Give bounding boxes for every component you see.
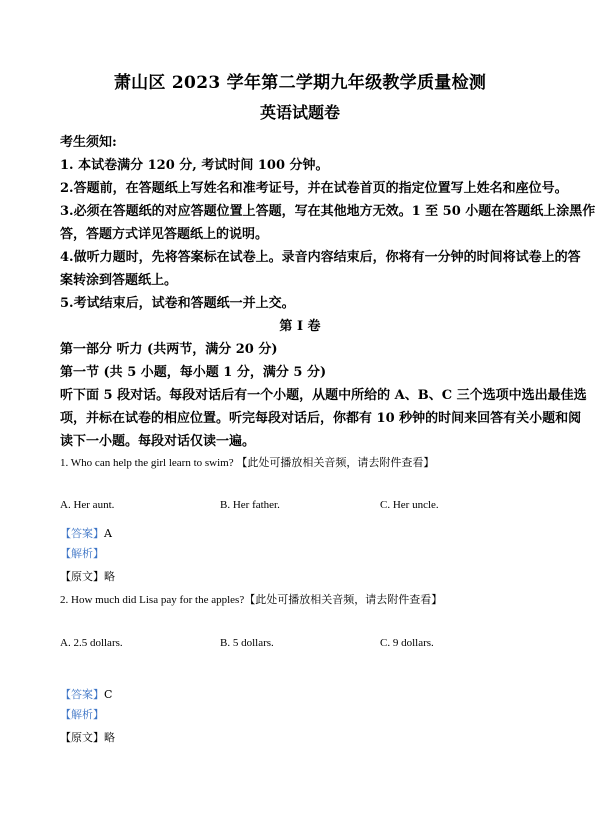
subsection-heading: 第一节 (共 5 小题，每小题 1 分，满分 5 分): [60, 365, 327, 380]
option-b: B. Her father.: [220, 499, 280, 511]
analysis-tag: 【解析】: [60, 547, 104, 560]
option-a: A. Her aunt.: [60, 499, 115, 511]
option-c: C. Her uncle.: [380, 499, 439, 511]
answer-value: C: [104, 688, 113, 701]
notice-item: 5.考试结束后，试卷和答题纸一并上交。: [60, 296, 295, 311]
original-text-label: 【原文】略: [60, 570, 115, 583]
instructions-line: 听下面 5 段对话。每段对话后有一个小题，从题中所给的 A、B、C 三个选项中选出最佳选: [60, 388, 587, 403]
answer-tag: 【答案】: [60, 688, 104, 701]
option-a: A. 2.5 dollars.: [60, 637, 123, 649]
answer-tag: 【答案】: [60, 527, 104, 540]
answer-row: [60, 683, 112, 702]
question-stem: 2. How much did Lisa pay for the apples?【此处可播放相关音频，请去附件查看】: [60, 594, 443, 606]
volume-heading: 第 I 卷: [279, 319, 321, 334]
answer-value: A: [104, 527, 112, 540]
notice-heading: 考生须知:: [60, 135, 117, 150]
instructions-line: 读下一小题。每段对话仅读一遍。: [60, 434, 256, 449]
notice-item: 答，答题方式详见答题纸上的说明。: [60, 227, 269, 242]
exam-title: 萧山区 2023 学年第二学期九年级教学质量检测: [113, 73, 487, 93]
notice-item: 4.做听力题时，先将答案标在试卷上。录音内容结束后，你将有一分钟的时间将试卷上的答: [60, 250, 581, 265]
instructions-line: 项，并标在试卷的相应位置。听完每段对话后，你都有 10 秒钟的时间来回答有关小题和阅: [60, 411, 582, 426]
question-stem: 1. Who can help the girl learn to swim? 【此处可播放相关音频，请去附件查看】: [60, 457, 435, 469]
notice-item: 1. 本试卷满分 120 分, 考试时间 100 分钟。: [60, 158, 329, 173]
answer-row: [60, 522, 112, 541]
option-b: B. 5 dollars.: [220, 637, 274, 649]
exam-subtitle: 英语试题卷: [259, 103, 340, 122]
original-text-label: 【原文】略: [60, 731, 115, 744]
notice-item: 2.答题前，在答题纸上写姓名和准考证号，并在试卷首页的指定位置写上姓名和座位号。: [60, 181, 568, 196]
analysis-tag: 【解析】: [60, 708, 104, 721]
option-c: C. 9 dollars.: [380, 637, 434, 649]
notice-item: 3.必须在答题纸的对应答题位置上答题，写在其他地方无效。1 至 50 小题在答题纸上涂黑作: [60, 204, 596, 219]
part-heading: 第一部分 听力 (共两节，满分 20 分): [60, 342, 278, 357]
notice-item: 案转涂到答题纸上。: [60, 273, 178, 288]
